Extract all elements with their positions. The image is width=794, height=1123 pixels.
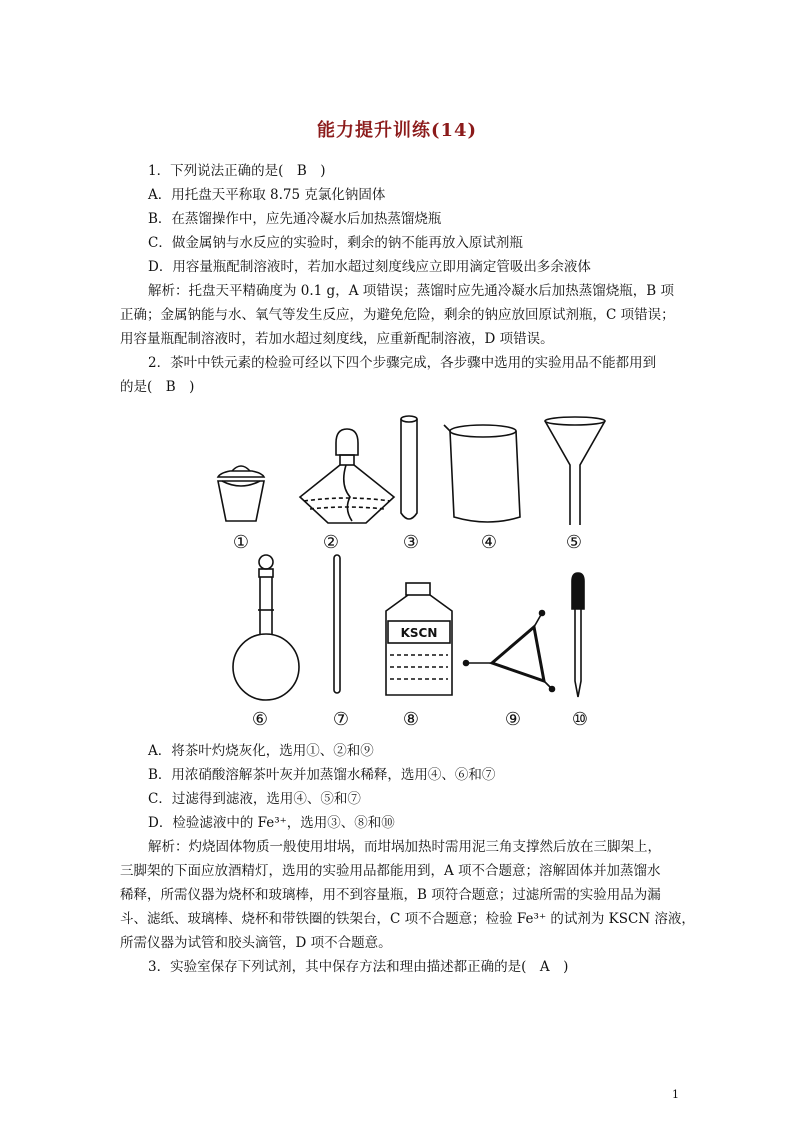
figure-label: ①: [232, 532, 250, 553]
q1-analysis-line: 用容量瓶配制溶液时，若加水超过刻度线，应重新配制溶液，D 项错误。: [120, 331, 554, 347]
q1-analysis-line: 解析：托盘天平精确度为 0.1 g，A 项错误；蒸馏时应先通冷凝水后加热蒸馏烧瓶，B 项: [148, 283, 674, 299]
q2-option-a: A．将茶叶灼烧灰化，选用①、②和⑨: [148, 743, 374, 759]
figure-label: ⑧: [402, 709, 420, 730]
q1-stem: 1．下列说法正确的是( B ): [148, 163, 326, 179]
q3-stem: 3．实验室保存下列试剂，其中保存方法和理由描述都正确的是( A ): [148, 959, 569, 975]
q2-analysis-line: 解析：灼烧固体物质一般使用坩埚，而坩埚加热时需用泥三角支撑然后放在三脚架上，: [148, 839, 661, 855]
page-title: 能力提升训练(14): [316, 120, 478, 141]
q2-option-d: D．检验滤液中的 Fe³⁺，选用③、⑧和⑩: [148, 815, 395, 831]
figure-label: ⑩: [571, 709, 589, 730]
q2-stem: 2．茶叶中铁元素的检验可经以下四个步骤完成，各步骤中选用的实验用品不能都用到: [148, 355, 657, 371]
q2-analysis-line: 三脚架的下面应放酒精灯，选用的实验用品都能用到，A 项不合题意；溶解固体并加蒸馏水: [120, 863, 661, 879]
volumetric-flask-icon: [233, 555, 299, 700]
q2-analysis-line: 斗、滤纸、玻璃棒、烧杯和带铁圈的铁架台，C 项不合题意；检验 Fe³⁺ 的试剂为 KSCN 溶液，: [120, 911, 695, 927]
lab-apparatus-figure: [200, 405, 620, 735]
q1-option-a: A．用托盘天平称取 8.75 克氯化钠固体: [148, 187, 386, 203]
figure-label: ⑦: [332, 709, 350, 730]
figure-label: ⑤: [565, 532, 583, 553]
kscn-label: KSCN: [400, 626, 438, 640]
figure-label: ④: [480, 532, 498, 553]
q1-option-b: B．在蒸馏操作中，应先通冷凝水后加热蒸馏烧瓶: [148, 211, 442, 227]
q1-option-c: C．做金属钠与水反应的实验时，剩余的钠不能再放入原试剂瓶: [148, 235, 523, 251]
page-number: 1: [672, 1088, 679, 1101]
q2-analysis-line: 稀释，所需仪器为烧杯和玻璃棒，用不到容量瓶，B 项符合题意；过滤所需的实验用品为漏: [120, 887, 661, 903]
alcohol-lamp-icon: [300, 429, 394, 523]
crucible-icon: [218, 466, 264, 521]
figure-label: ⑨: [504, 709, 522, 730]
q2-stem-cont: 的是( B ): [120, 379, 195, 395]
beaker-icon: [444, 425, 520, 522]
q2-analysis-line: 所需仪器为试管和胶头滴管，D 项不合题意。: [120, 935, 392, 951]
q2-option-c: C．过滤得到滤液，选用④、⑤和⑦: [148, 791, 361, 807]
dropper-icon: [572, 573, 584, 697]
q1-analysis-line: 正确；金属钠能与水、氧气等发生反应，为避免危险，剩余的钠应放回原试剂瓶，C 项错误；: [120, 307, 675, 323]
q2-option-b: B．用浓硝酸溶解茶叶灰并加蒸馏水稀释，选用④、⑥和⑦: [148, 767, 496, 783]
figure-label: ②: [322, 532, 340, 553]
clay-triangle-icon: [464, 611, 555, 692]
figure-label: ③: [402, 532, 420, 553]
q1-option-d: D．用容量瓶配制溶液时，若加水超过刻度线应立即用滴定管吸出多余液体: [148, 259, 591, 275]
figure-label: ⑥: [251, 709, 269, 730]
funnel-icon: [545, 417, 605, 525]
glass-rod-icon: [334, 555, 340, 693]
test-tube-icon: [401, 416, 417, 519]
